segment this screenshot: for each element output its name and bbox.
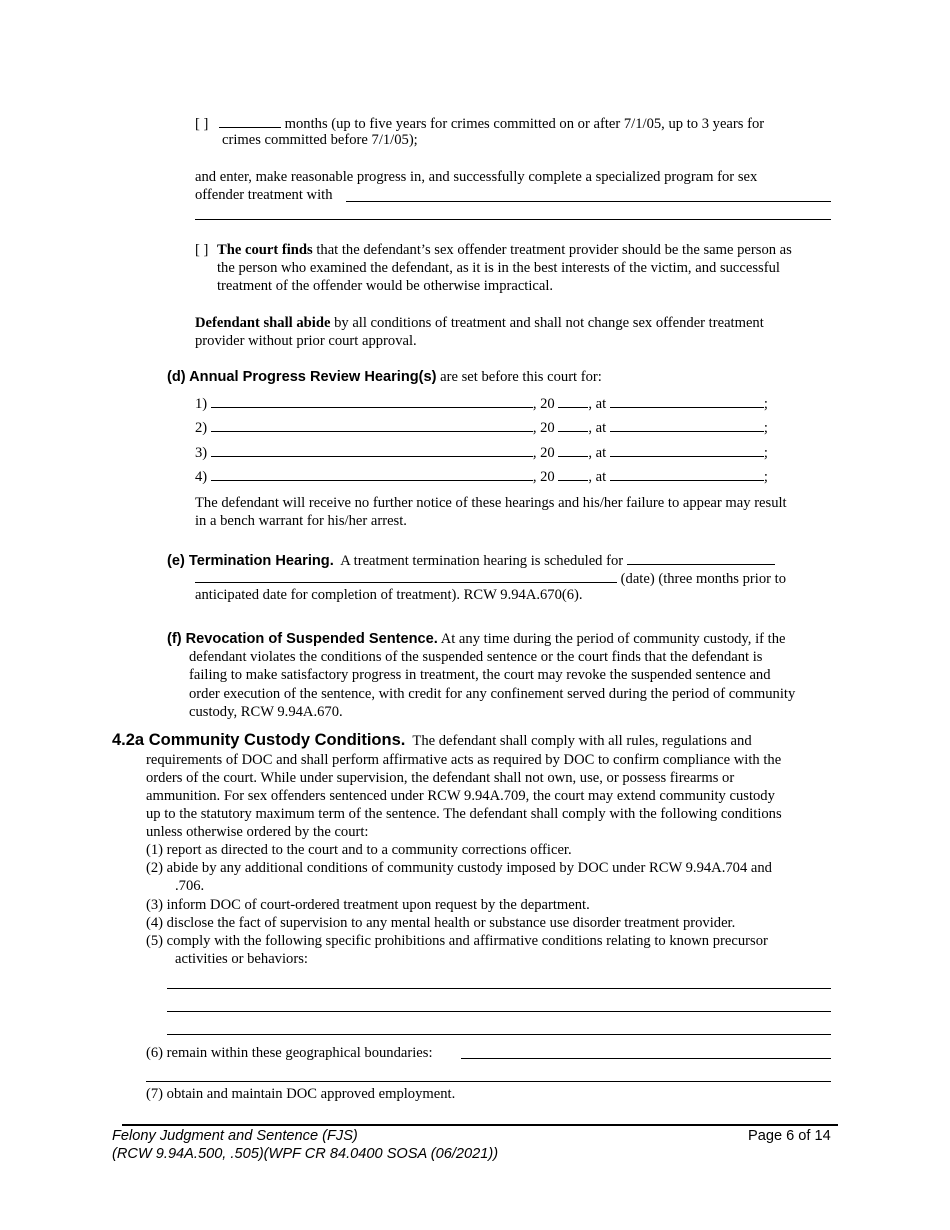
hearing-year-blank[interactable] bbox=[558, 417, 588, 432]
condition-5b: activities or behaviors: bbox=[175, 951, 308, 967]
hearing-year-label: , 20 bbox=[532, 469, 555, 485]
hearing-year-blank[interactable] bbox=[558, 393, 588, 408]
section-42a-text-4: ammunition. For sex offenders sentenced under RCW 9.94A.709, the court may extend community custody bbox=[146, 788, 775, 804]
termination-date-blank[interactable] bbox=[627, 550, 775, 565]
hearing-row-3 bbox=[195, 442, 768, 462]
hearing-end: ; bbox=[763, 469, 768, 485]
court-finds-bold: The court finds bbox=[217, 242, 313, 258]
hearing-notice-2: in a bench warrant for his/her arrest. bbox=[195, 513, 407, 529]
court-finds-text-1: that the defendant’s sex offender treatment provider should be the same person as bbox=[316, 242, 792, 258]
hearing-date-blank[interactable] bbox=[211, 393, 533, 408]
hearing-at-label: , at bbox=[588, 396, 607, 412]
section-e-text-2: (date) (three months prior to bbox=[620, 571, 786, 587]
hearing-at-label: , at bbox=[588, 469, 607, 485]
section-42a-text-5: up to the statutory maximum term of the sentence. The defendant shall comply with the following conditions bbox=[146, 806, 782, 822]
precursor-blank-1[interactable] bbox=[167, 988, 831, 989]
boundaries-blank[interactable] bbox=[461, 1058, 831, 1059]
hearing-time-blank[interactable] bbox=[610, 466, 764, 481]
section-42a-text-2: requirements of DOC and shall perform affirmative acts as required by DOC to confirm compliance with the bbox=[146, 752, 782, 768]
page-number: Page 6 of 14 bbox=[748, 1128, 831, 1144]
abide-text-2: provider without prior court approval. bbox=[195, 333, 417, 349]
enter-text-2 bbox=[195, 186, 333, 204]
section-e-text-3: anticipated date for completion of treatment). RCW 9.94A.670(6). bbox=[195, 587, 583, 603]
court-finds-line-1 bbox=[195, 241, 792, 259]
hearing-time-blank[interactable] bbox=[610, 442, 764, 457]
enter-text-1: and enter, make reasonable progress in, and successfully complete a specialized program for sex bbox=[195, 169, 758, 185]
hearing-row-1 bbox=[195, 393, 768, 413]
section-42a-text-3: orders of the court. While under supervision, the defendant shall not own, use, or possess firearms or bbox=[146, 770, 735, 786]
court-finds-text-2: the person who examined the defendant, as it is in the best interests of the victim, and successful bbox=[217, 260, 780, 276]
condition-1: (1) report as directed to the court and to a community corrections officer. bbox=[146, 842, 572, 858]
section-f-line-1 bbox=[167, 630, 785, 648]
section-42a-text-1: The defendant shall comply with all rules, regulations and bbox=[412, 733, 752, 749]
treatment-provider-blank[interactable] bbox=[346, 201, 831, 202]
section-42a-line-1 bbox=[112, 731, 752, 750]
hearing-num: 1) bbox=[195, 396, 208, 412]
condition-5a: (5) comply with the following specific prohibitions and affirmative conditions relating to known precursor bbox=[146, 933, 768, 949]
court-finds-text-3: treatment of the offender would be otherwise impractical. bbox=[217, 278, 554, 294]
section-f-text-4: order execution of the sentence, with credit for any confinement served during the period of community bbox=[189, 686, 796, 702]
footer-subtitle: (RCW 9.94A.500, .505)(WPF CR 84.0400 SOSA (06/2021)) bbox=[112, 1146, 499, 1162]
hearing-end: ; bbox=[763, 396, 768, 412]
precursor-blank-2[interactable] bbox=[167, 1011, 831, 1012]
section-d-heading: (d) Annual Progress Review Hearing(s) bbox=[167, 369, 437, 385]
condition-2b: .706. bbox=[175, 878, 205, 894]
footer-rule bbox=[122, 1124, 838, 1126]
condition-6: (6) remain within these geographical boundaries: bbox=[146, 1045, 433, 1061]
hearing-notice-1: The defendant will receive no further notice of these hearings and his/her failure to appear may result bbox=[195, 495, 787, 511]
section-f-text-3: failing to make satisfactory progress in treatment, the court may revoke the suspended sentence and bbox=[189, 667, 771, 683]
treatment-with-label: offender treatment with bbox=[195, 187, 333, 203]
section-42a-text-6: unless otherwise ordered by the court: bbox=[146, 824, 369, 840]
section-f-text-5: custody, RCW 9.94A.670. bbox=[189, 704, 343, 720]
section-d-heading-rest: are set before this court for: bbox=[440, 369, 602, 385]
section-e-heading: (e) Termination Hearing. bbox=[167, 553, 334, 569]
boundaries-blank-2[interactable] bbox=[146, 1081, 831, 1082]
hearing-num: 3) bbox=[195, 445, 208, 461]
hearing-at-label: , at bbox=[588, 445, 607, 461]
section-f-heading: (f) Revocation of Suspended Sentence. bbox=[167, 631, 438, 647]
abide-bold: Defendant shall abide bbox=[195, 315, 331, 331]
hearing-end: ; bbox=[763, 420, 768, 436]
condition-4: (4) disclose the fact of supervision to any mental health or substance use disorder treatment provider. bbox=[146, 915, 736, 931]
months-text-2: crimes committed before 7/1/05); bbox=[222, 132, 418, 148]
hearing-year-blank[interactable] bbox=[558, 466, 588, 481]
precursor-blank-3[interactable] bbox=[167, 1034, 831, 1035]
abide-line-1 bbox=[195, 314, 764, 332]
hearing-date-blank[interactable] bbox=[211, 442, 533, 457]
hearing-num: 2) bbox=[195, 420, 208, 436]
condition-7: (7) obtain and maintain DOC approved employment. bbox=[146, 1086, 456, 1102]
hearing-num: 4) bbox=[195, 469, 208, 485]
hearing-time-blank[interactable] bbox=[610, 417, 764, 432]
hearing-end: ; bbox=[763, 445, 768, 461]
hearing-date-blank[interactable] bbox=[211, 417, 533, 432]
termination-date-blank-2[interactable] bbox=[195, 568, 617, 583]
section-e-text-1: A treatment termination hearing is scheduled for bbox=[340, 553, 624, 569]
months-checkbox[interactable]: [ ] bbox=[195, 116, 209, 132]
footer-title: Felony Judgment and Sentence (FJS) bbox=[112, 1128, 358, 1144]
section-f-text-1: At any time during the period of community custody, if the bbox=[440, 631, 786, 647]
section-d-heading-line bbox=[167, 368, 602, 386]
hearing-year-label: , 20 bbox=[532, 396, 555, 412]
treatment-provider-blank-2[interactable] bbox=[195, 219, 831, 220]
months-text: months (up to five years for crimes committed on or after 7/1/05, up to 3 years for bbox=[284, 116, 765, 132]
condition-3: (3) inform DOC of court-ordered treatment upon request by the department. bbox=[146, 897, 590, 913]
hearing-at-label: , at bbox=[588, 420, 607, 436]
section-f-text-2: defendant violates the conditions of the suspended sentence or the court finds that the defendant is bbox=[189, 649, 763, 665]
condition-2a: (2) abide by any additional conditions of community custody imposed by DOC under RCW 9.94A.704 and bbox=[146, 860, 772, 876]
abide-text-1: by all conditions of treatment and shall not change sex offender treatment bbox=[334, 315, 764, 331]
hearing-year-label: , 20 bbox=[532, 445, 555, 461]
hearing-row-2 bbox=[195, 417, 768, 437]
months-blank[interactable] bbox=[219, 113, 281, 128]
court-finds-checkbox[interactable]: [ ] bbox=[195, 242, 209, 258]
hearing-year-label: , 20 bbox=[532, 420, 555, 436]
section-42a-heading: 4.2a Community Custody Conditions. bbox=[112, 731, 406, 749]
hearing-date-blank[interactable] bbox=[211, 466, 533, 481]
hearing-time-blank[interactable] bbox=[610, 393, 764, 408]
hearing-row-4 bbox=[195, 466, 768, 486]
hearing-year-blank[interactable] bbox=[558, 442, 588, 457]
